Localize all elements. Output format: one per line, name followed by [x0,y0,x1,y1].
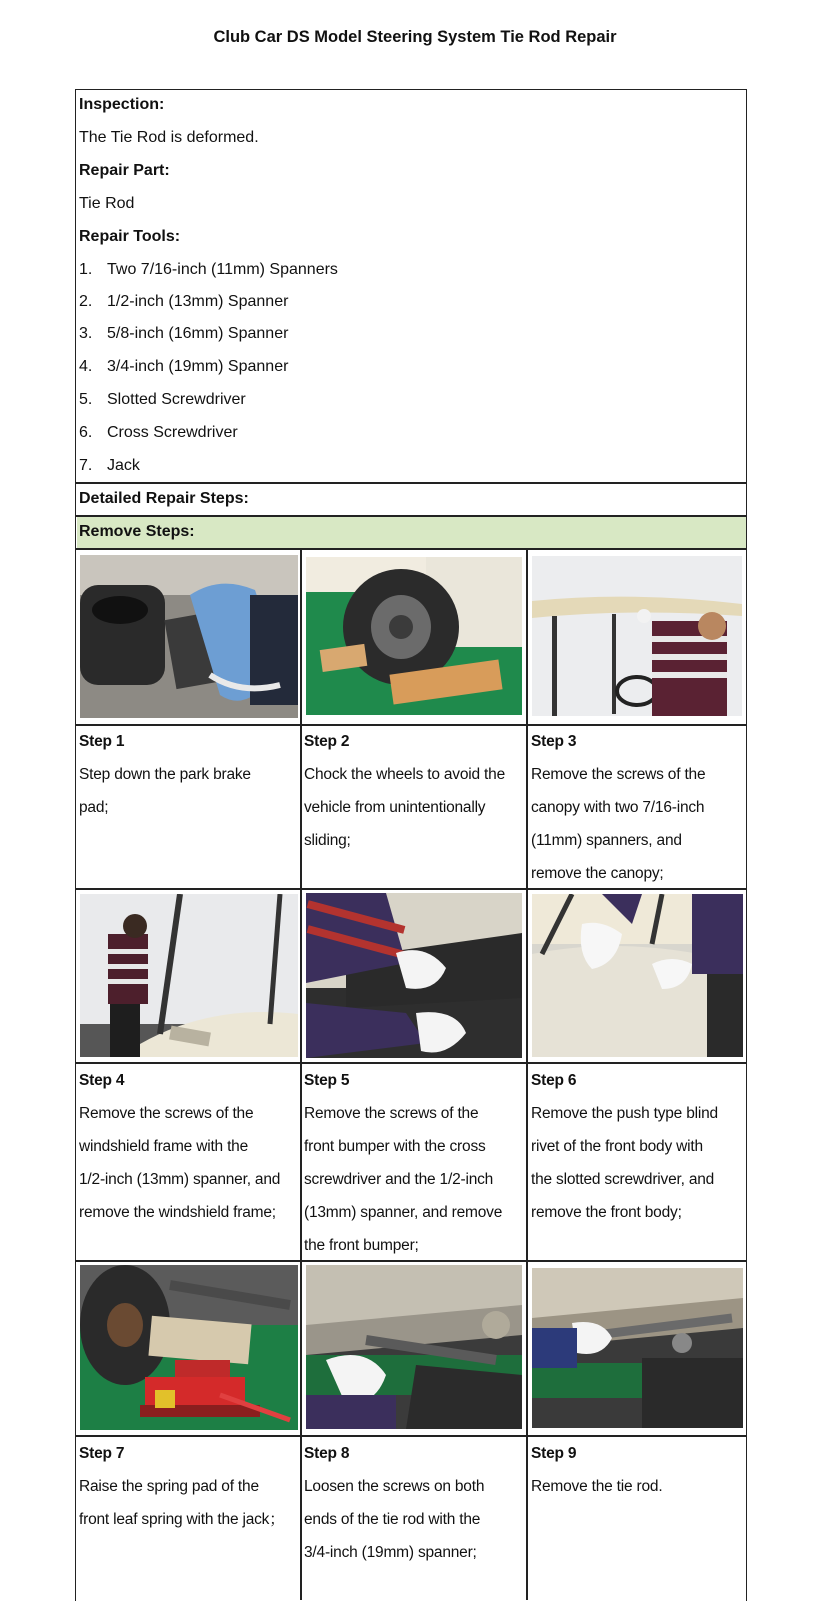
step-4-photo [80,894,298,1057]
step-3-line: (11mm) spanners, and [531,832,682,849]
step-4-cell [79,1064,301,1229]
column-divider [526,549,528,1600]
step-3-photo [532,556,742,716]
step-5-line: Remove the screws of the [304,1105,479,1122]
tool-list-item: 6. Cross Screwdriver [79,424,238,441]
step-5-line: the front bumper; [304,1237,419,1254]
step-6-cell [531,1064,743,1229]
repair-part-heading: Repair Part: [79,162,170,179]
step-7-line: Raise the spring pad of the [79,1478,259,1495]
step-8-line: Loosen the screws on both [304,1478,485,1495]
step-8-label: Step 8 [304,1445,350,1462]
repair-part-text: Tie Rod [79,195,135,212]
step-1-line: pad; [79,799,109,816]
step-8-photo [306,1265,522,1429]
step-8-cell [304,1437,526,1569]
divider [75,482,747,484]
step-3-line: Remove the screws of the [531,766,706,783]
step-9-cell [531,1437,743,1503]
step-3-label: Step 3 [531,733,577,750]
tool-list-item: 7. Jack [79,457,140,474]
tool-list-item: 3. 5/8-inch (16mm) Spanner [79,325,289,342]
step-4-line: 1/2-inch (13mm) spanner, and [79,1171,281,1188]
remove-steps-heading: Remove Steps: [79,523,195,540]
step-1-photo [80,555,298,718]
step-8-line: 3/4-inch (19mm) spanner; [304,1544,477,1561]
step-2-cell [304,725,526,857]
step-4-label: Step 4 [79,1072,125,1089]
step-6-line: rivet of the front body with [531,1138,703,1155]
step-1-label: Step 1 [79,733,125,750]
inspection-text: The Tie Rod is deformed. [79,129,259,146]
step-4-line: remove the windshield frame; [79,1204,276,1221]
step-3-line: canopy with two 7/16-inch [531,799,705,816]
step-2-label: Step 2 [304,733,350,750]
step-7-line: front leaf spring with the jack； [79,1511,285,1528]
step-6-photo [532,894,743,1057]
step-6-line: Remove the push type blind [531,1105,718,1122]
step-6-line: the slotted screwdriver, and [531,1171,715,1188]
step-5-line: front bumper with the cross [304,1138,486,1155]
step-8-line: ends of the tie rod with the [304,1511,481,1528]
step-3-line: remove the canopy; [531,865,664,882]
step-2-photo [306,557,522,715]
step-6-label: Step 6 [531,1072,577,1089]
step-5-label: Step 5 [304,1072,350,1089]
step-1-line: Step down the park brake [79,766,251,783]
step-6-line: remove the front body; [531,1204,682,1221]
tool-list-item: 4. 3/4-inch (19mm) Spanner [79,358,289,375]
step-9-photo [532,1268,743,1428]
step-9-label: Step 9 [531,1445,577,1462]
step-7-cell [79,1437,301,1536]
step-2-line: vehicle from unintentionally [304,799,486,816]
detailed-steps-heading: Detailed Repair Steps: [79,490,249,507]
step-5-photo [306,893,522,1058]
tool-list-item: 1. Two 7/16-inch (11mm) Spanners [79,261,338,278]
step-4-line: windshield frame with the [79,1138,249,1155]
step-5-cell [304,1064,526,1262]
repair-tools-heading: Repair Tools: [79,228,181,245]
step-2-line: Chock the wheels to avoid the [304,766,505,783]
tool-list-item: 5. Slotted Screwdriver [79,391,246,408]
step-1-cell [79,725,301,824]
document-title: Club Car DS Model Steering System Tie Rod Repair [213,28,617,46]
step-5-line: (13mm) spanner, and remove [304,1204,503,1221]
step-5-line: screwdriver and the 1/2-inch [304,1171,494,1188]
step-3-cell [531,725,743,890]
step-2-line: sliding; [304,832,351,849]
inspection-heading: Inspection: [79,96,165,113]
step-9-line: Remove the tie rod. [531,1478,663,1495]
step-4-line: Remove the screws of the [79,1105,254,1122]
tool-list-item: 2. 1/2-inch (13mm) Spanner [79,293,289,310]
divider [75,548,747,550]
step-7-photo [80,1265,298,1430]
step-7-label: Step 7 [79,1445,125,1462]
